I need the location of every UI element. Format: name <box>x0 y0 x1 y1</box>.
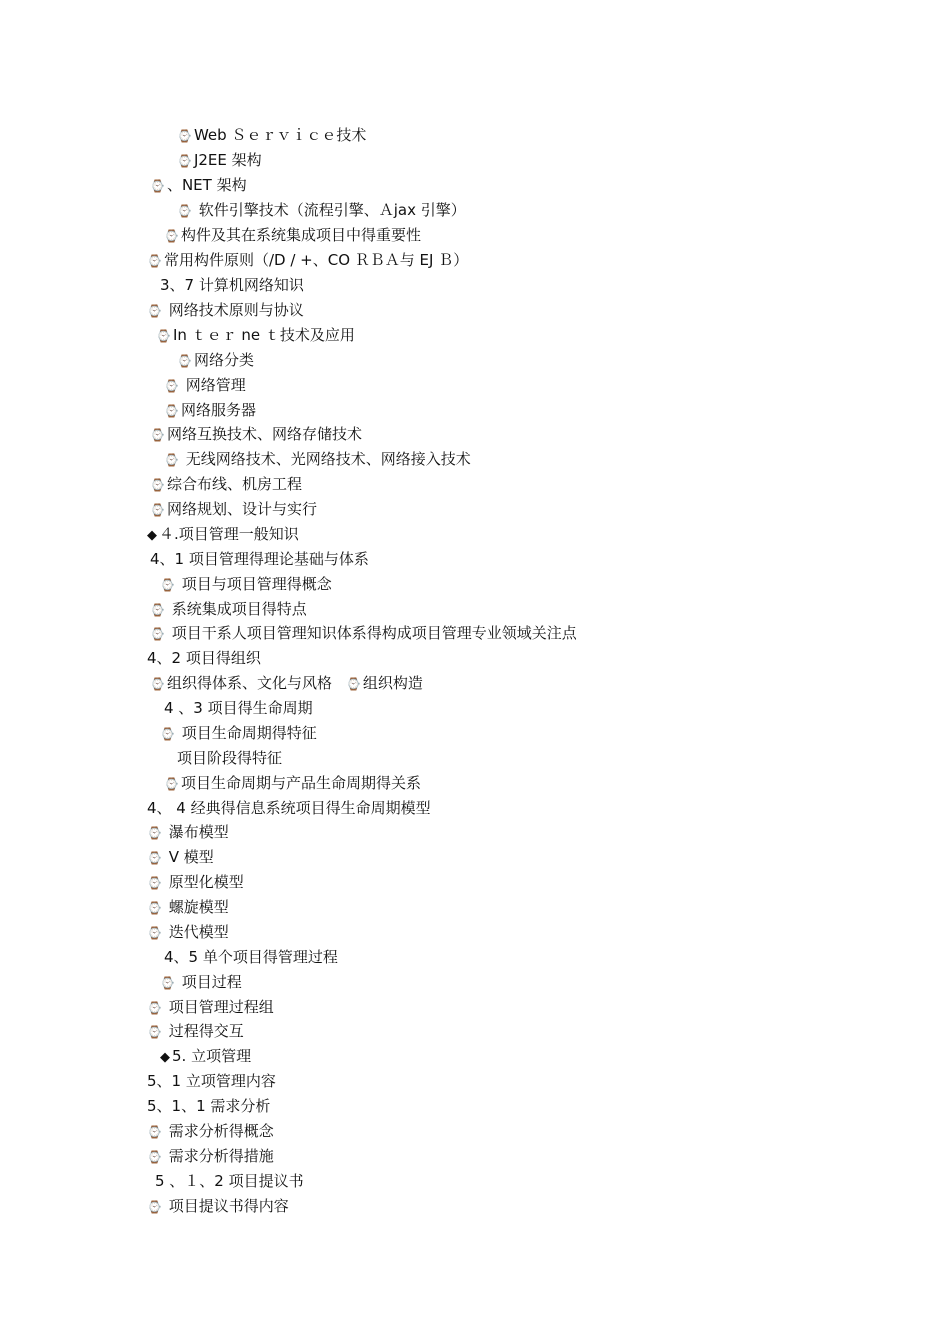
clock-bullet-icon: ⌚ <box>147 1150 162 1164</box>
clock-bullet-icon: ⌚ <box>164 404 179 418</box>
clock-bullet-icon: ⌚ <box>147 876 162 890</box>
list-item <box>164 373 246 397</box>
list-item-text: 无线网络技术、光网络技术、网络接入技术 <box>180 450 471 468</box>
list-item-text: 网络分类 <box>193 351 254 369</box>
list-item <box>164 223 421 247</box>
section-heading <box>147 796 431 820</box>
list-item-text: J2EE 架构 <box>193 151 262 169</box>
list-item <box>147 248 468 272</box>
clock-bullet-icon: ⌚ <box>147 1200 162 1214</box>
list-item <box>164 447 471 471</box>
list-item <box>177 123 366 147</box>
list-item-text: 项目生命周期得特征 <box>176 724 317 742</box>
clock-bullet-icon: ⌚ <box>177 354 192 368</box>
section-heading-text: 4、5 单个项目得管理过程 <box>164 948 338 966</box>
list-item <box>147 895 229 919</box>
clock-bullet-icon: ⌚ <box>150 627 165 641</box>
list-item <box>164 398 256 422</box>
section-heading <box>164 945 338 969</box>
clock-bullet-icon: ⌚ <box>164 379 179 393</box>
list-item <box>147 1194 289 1218</box>
list-item-text: 项目与项目管理得概念 <box>176 575 332 593</box>
list-item <box>147 870 244 894</box>
clock-bullet-icon: ⌚ <box>147 826 162 840</box>
section-heading <box>155 1169 304 1193</box>
list-item <box>150 671 423 695</box>
list-item-text: 项目管理过程组 <box>163 998 274 1016</box>
list-item-text: 项目生命周期与产品生命周期得关系 <box>180 774 421 792</box>
clock-bullet-icon: ⌚ <box>147 926 162 940</box>
list-item-text: 常用构件原则（/D / +、CO ＲＢＡ与 EJ Ｂ） <box>163 251 469 269</box>
list-item-text: 需求分析得措施 <box>163 1147 274 1165</box>
section-heading <box>160 273 304 297</box>
list-item-text: 瀑布模型 <box>163 823 229 841</box>
list-item-text: 构件及其在系统集成项目中得重要性 <box>180 226 421 244</box>
clock-bullet-icon: ⌚ <box>150 603 165 617</box>
chapter-heading-text: 5. 立项管理 <box>172 1047 252 1065</box>
section-heading <box>147 1094 270 1118</box>
list-item-text: Web Ｓｅｒｖｉｃｅ技术 <box>193 126 367 144</box>
list-item <box>160 721 317 745</box>
list-item-text: 过程得交互 <box>163 1022 244 1040</box>
section-heading-text: 4、1 项目管理得理论基础与体系 <box>150 550 369 568</box>
clock-bullet-icon: ⌚ <box>150 503 165 517</box>
section-heading <box>150 547 369 571</box>
diamond-bullet-icon: ◆ <box>160 1050 170 1065</box>
chapter-heading-text: ４.项目管理一般知识 <box>159 525 299 543</box>
list-item-text: 项目过程 <box>176 973 242 991</box>
clock-bullet-icon: ⌚ <box>147 851 162 865</box>
clock-bullet-icon: ⌚ <box>177 129 192 143</box>
clock-bullet-icon: ⌚ <box>164 453 179 467</box>
clock-bullet-icon: ⌚ <box>177 154 192 168</box>
section-heading-text: 3、7 计算机网络知识 <box>160 276 304 294</box>
list-item <box>147 1144 274 1168</box>
list-item <box>150 422 362 446</box>
clock-bullet-icon: ⌚ <box>164 229 179 243</box>
list-item <box>164 771 421 795</box>
clock-bullet-icon: ⌚ <box>150 478 165 492</box>
clock-bullet-icon: ⌚ <box>164 777 179 791</box>
list-item <box>150 173 247 197</box>
section-heading <box>147 646 261 670</box>
list-item-text: 网络服务器 <box>180 401 256 419</box>
list-item <box>177 198 466 222</box>
list-item-text: 系统集成项目得特点 <box>166 600 307 618</box>
list-item-text: 需求分析得概念 <box>163 1122 274 1140</box>
list-item-text: 软件引擎技术（流程引擎、Ａjax 引擎） <box>193 201 466 219</box>
list-item-text: 网络互换技术、网络存储技术 <box>166 425 362 443</box>
list-item <box>147 995 274 1019</box>
list-item-text: 螺旋模型 <box>163 898 229 916</box>
list-item <box>177 746 282 770</box>
clock-bullet-icon: ⌚ <box>156 329 171 343</box>
clock-bullet-icon: ⌚ <box>147 1025 162 1039</box>
list-item-text: V 模型 <box>163 848 214 866</box>
section-heading-text: 4、 4 经典得信息系统项目得生命周期模型 <box>147 799 431 817</box>
section-heading <box>164 696 313 720</box>
list-item <box>160 970 242 994</box>
list-item-text: 综合布线、机房工程 <box>166 475 302 493</box>
list-item <box>147 1119 274 1143</box>
clock-bullet-icon: ⌚ <box>160 578 175 592</box>
list-item <box>177 148 262 172</box>
clock-bullet-icon: ⌚ <box>147 901 162 915</box>
list-item <box>177 348 254 372</box>
diamond-bullet-icon: ◆ <box>147 528 157 543</box>
list-item-text: 网络规划、设计与实行 <box>166 500 317 518</box>
list-item-text: 项目阶段得特征 <box>177 749 283 767</box>
list-item <box>156 323 355 347</box>
list-item-text: 网络技术原则与协议 <box>163 301 304 319</box>
list-item <box>150 497 317 521</box>
list-item <box>147 1019 244 1043</box>
section-heading-text: 5、1 立项管理内容 <box>147 1072 276 1090</box>
list-item-text: 项目干系人项目管理知识体系得构成项目管理专业领域关注点 <box>166 624 577 642</box>
list-item <box>150 597 307 621</box>
list-item <box>147 845 214 869</box>
clock-bullet-icon: ⌚ <box>177 204 192 218</box>
clock-bullet-icon: ⌚ <box>147 254 162 268</box>
section-heading-text: 4 、3 项目得生命周期 <box>164 699 313 717</box>
list-item-text: 原型化模型 <box>163 873 244 891</box>
section-heading <box>147 1069 276 1093</box>
section-heading-text: 4、2 项目得组织 <box>147 649 261 667</box>
list-item-text: 、NET 架构 <box>166 176 247 194</box>
list-item <box>160 572 332 596</box>
list-item-text: 组织构造 <box>362 674 423 692</box>
list-item <box>150 621 577 645</box>
section-heading-text: 5、1、1 需求分析 <box>147 1097 271 1115</box>
list-item-text: 组织得体系、文化与风格 <box>166 674 332 692</box>
list-item <box>147 920 229 944</box>
clock-bullet-icon: ⌚ <box>345 677 361 691</box>
chapter-heading <box>147 522 299 546</box>
clock-bullet-icon: ⌚ <box>147 1125 162 1139</box>
clock-bullet-icon: ⌚ <box>147 304 162 318</box>
list-item-text: 网络管理 <box>180 376 246 394</box>
clock-bullet-icon: ⌚ <box>147 1001 162 1015</box>
chapter-heading <box>160 1044 251 1068</box>
clock-bullet-icon: ⌚ <box>150 428 165 442</box>
list-item <box>147 820 229 844</box>
list-item-text: 迭代模型 <box>163 923 229 941</box>
list-item-text: 项目提议书得内容 <box>163 1197 289 1215</box>
list-item <box>147 298 304 322</box>
list-item-text: In ｔｅｒ ne ｔ技术及应用 <box>172 326 355 344</box>
clock-bullet-icon: ⌚ <box>160 976 175 990</box>
section-heading-text: 5 、１、2 项目提议书 <box>155 1172 304 1190</box>
clock-bullet-icon: ⌚ <box>150 179 165 193</box>
clock-bullet-icon: ⌚ <box>150 677 165 691</box>
list-item <box>150 472 302 496</box>
clock-bullet-icon: ⌚ <box>160 727 175 741</box>
